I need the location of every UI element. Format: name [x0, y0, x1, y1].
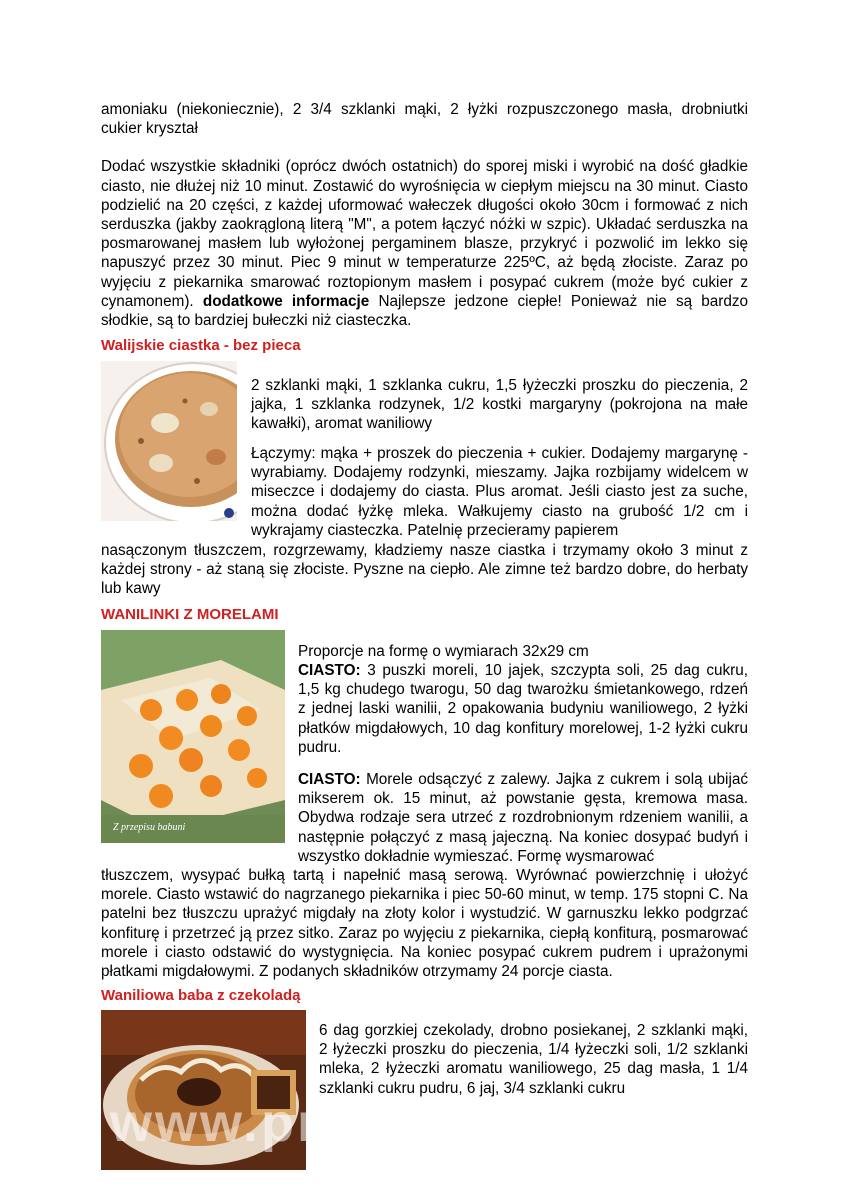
recipe2-title: WANILINKI Z MORELAMI	[101, 606, 279, 623]
recipe2-ingredients	[298, 661, 748, 757]
recipe3-title: Waniliowa baba z czekoladą	[101, 987, 301, 1004]
pancake-image	[101, 361, 237, 521]
pancake-photo	[101, 361, 237, 521]
intro-line-1: amoniaku (niekoniecznie), 2 3/4 szklanki mąki, 2 łyżki rozpuszczonego masła, drobniutki	[101, 101, 748, 118]
recipe2-method-top-text: Morele odsączyć z zalewy. Jajka z cukrem i solą ubijać mikserem ok. 15 minut, aż powstanie gęsta, kremowa masa. Obydwa rodzaje sera utrzeć z rozdrobnionym rdzeniem wanilii, a następnie połączyć z masą jajeczną. Na koniec dosypać budyń i wszystko dokładnie wymieszać. Formę wysmarować	[298, 771, 749, 865]
watermark: www.przepisydomowe.pl	[110, 1093, 814, 1153]
intro-para-text: Dodać wszystkie składniki (oprócz dwóch ostatnich) do sporej miski i wyrobić na dość gładkie ciasto, nie dłużej niż 10 minut. Zostawić do wyrośnięcia w ciepłym miejscu na 30 minut. Ciasto podzielić na 20 części, z każdej uformować wałeczek długości około 30cm i formować z nich serduszka (jakby zaokrągloną literą "M", a potem łączyć nóżki w szpic). Układać serduszka na posmarowanej masłem lub wyłożonej pergaminem blasze, przykryć i pozwolić im lekko się napuszyć przez 30 minut. Piec 9 minut w temperaturze 225ºC, aż będą złociste. Zaraz po wyjęciu z piekarnika smarować roztopionym masłem i posypać cukrem (może być cukier z cynamonem).	[101, 158, 748, 310]
intro-para-end: Najlepsze jedzone ciepłe! Ponieważ nie są bardzo słodkie, są to bardziej bułeczki niż ciasteczka.	[101, 292, 749, 330]
recipe1-ingredients: 2 szklanki mąki, 1 szklanka cukru, 1,5 łyżeczki proszku do pieczenia, 2 jajka, 1 szklanka rodzynek, 1/2 kostki margaryny (pokrojona na małe kawałki), aromat waniliowy	[251, 377, 748, 433]
recipe2-label-2: CIASTO:	[298, 771, 361, 788]
recipe2-label-1: CIASTO:	[298, 662, 361, 679]
bundt-cake-image	[101, 1010, 306, 1170]
recipe1-method-bottom: nasączonym tłuszczem, rozgrzewamy, kładziemy nasze ciastka i trzymamy około 3 minut z każdej strony - aż staną się złociste. Pyszne na ciepło. Ale zimne też bardzo dobre, do herbaty lub kawy	[101, 542, 748, 598]
recipe1-method-top: Łączymy: mąka + proszek do pieczenia + cukier. Dodajemy margarynę - wyrabiamy. Dodajemy rodzynki, mieszamy. Jajka rozbijamy widelcem w miseczce i dodajemy do ciasta. Plus aromat. Jeśli ciasto jest za suche, można dodać łyżkę mleka. Wałkujemy ciasto na grubość 1/2 cm i wykrajamy ciasteczka. Patelnię przecieramy papierem	[251, 445, 748, 539]
intro-text	[101, 100, 748, 330]
intro-paragraph	[101, 157, 748, 330]
recipe2-method-top	[298, 770, 748, 866]
recipe1-title: Walijskie ciastka - bez pieca	[101, 337, 301, 354]
apricot-cake-photo	[101, 630, 285, 843]
recipe2-proportions: Proporcje na formę o wymiarach 32x29 cm	[298, 643, 589, 660]
recipe2-method-bottom: tłuszczem, wysypać bułką tartą i napełnić masą serową. Wyrównać powierzchnię i ułożyć morele. Ciasto wstawić do nagrzanego piekarnika i piec 50-60 minut, w temp. 175 stopni C. Na patelni bez tłuszczu uprażyć migdały na złoty kolor i wystudzić. W garnuszku lekko podgrzać konfiturę i przetrzeć ją przez sitko. Zaraz po wyjęciu z piekarnika, ciepłą konfiturą, posmarować morele i ciasto odstawić do wystygnięcia. Na koniec posypać cukrem pudrem i uprażonymi płatkami migdałowymi. Z podanych składników otrzymamy 24 porcje ciasta.	[101, 867, 748, 981]
recipe3-ingredients: 6 dag gorzkiej czekolady, drobno posiekanej, 2 szklanki mąki, 2 łyżeczki proszku do pieczenia, 1/4 łyżeczki soli, 1/2 szklanki mleka, 2 łyżeczki aromatu waniliowego, 25 dag masła, 1 1/4 szklanki cukru pudru, 6 jaj, 3/4 szklanki cukru	[319, 1022, 748, 1097]
bundt-cake-photo	[101, 1010, 306, 1170]
apricot-cake-image	[101, 630, 285, 843]
photo-caption: Z przepisu babuni	[113, 822, 186, 833]
intro-line-2: cukier kryształ	[101, 120, 198, 138]
intro-bold-label: dodatkowe informacje	[202, 292, 370, 310]
pin-icon	[224, 508, 234, 518]
recipe2-ingredients-text: 3 puszki moreli, 10 jajek, szczypta soli, 25 dag cukru, 1,5 kg chudego twarogu, 50 dag twarożku śmietankowego, rdzeń z jednej laski wanilii, 2 opakowania budyniu waniliowego, 2 łyżki płatków migdałowych, 10 dag konfitury morelowej, 1-2 łyżki cukru pudru.	[298, 662, 748, 756]
